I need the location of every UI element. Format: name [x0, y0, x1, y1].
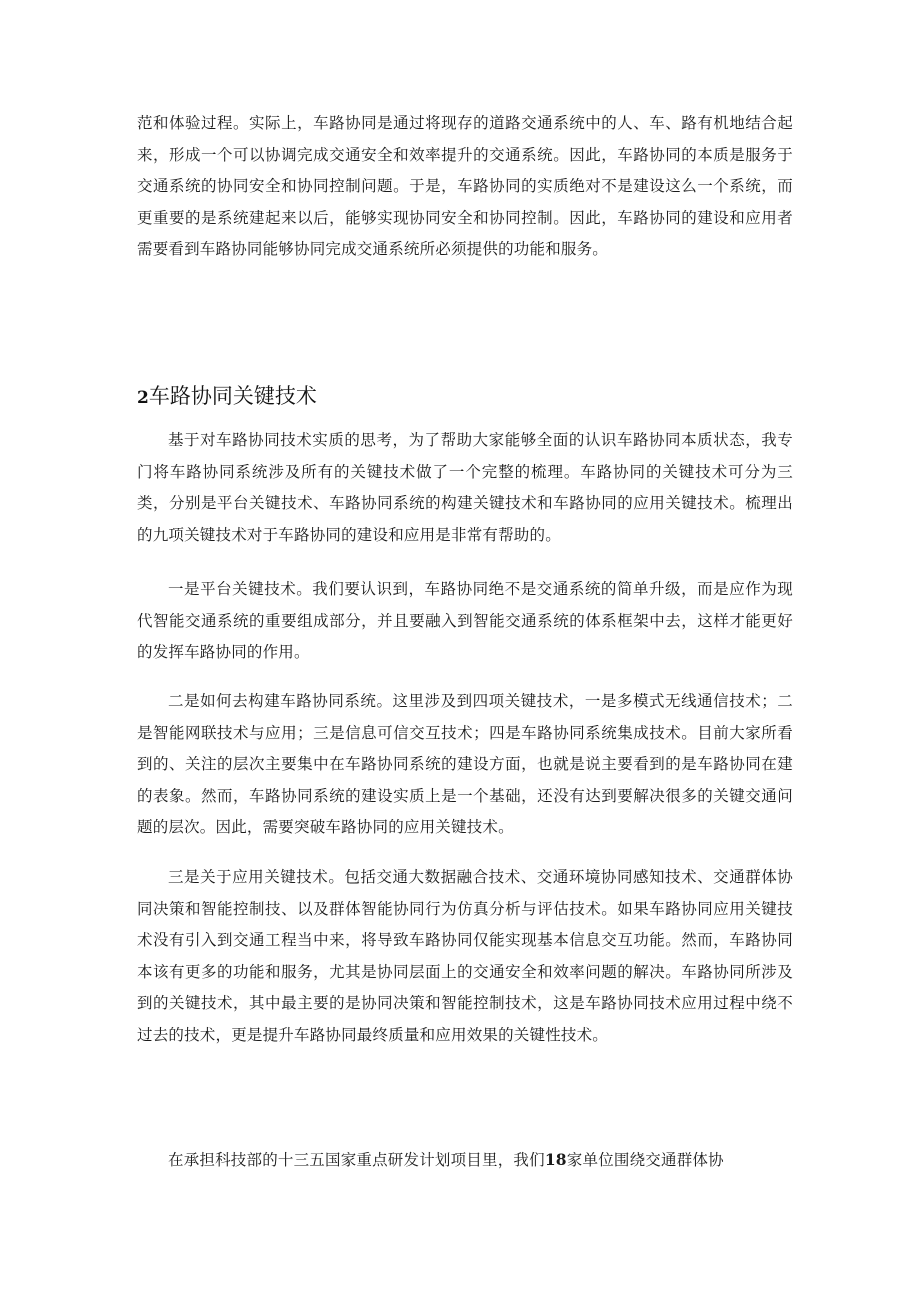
section-number: 2: [137, 388, 149, 408]
paragraph-application-tech: 三是关于应用关键技术。包括交通大数据融合技术、交通环境协同感知技术、交通群体协同决策和智能控制技、以及群体智能协同行为仿真分析与评估技术。如果车路协同应用关键技术没有引入到交通工程当中来，将导致车路协同仅能实现基本信息交互功能。然而，车路协同本该有更多的功能和服务，尤其是协同层面上的交通安全和效率问题的解决。车路协同所涉及到的关键技术，其中最主要的是协同决策和智能控制技术，这是车路协同技术应用过程中绕不过去的技术，更是提升车路协同最终质量和应用效果的关键性技术。: [137, 868, 793, 1044]
paragraph-overview: 基于对车路协同技术实质的思考，为了帮助大家能够全面的认识车路协同本质状态，我专门将车路协同系统涉及所有的关键技术做了一个完整的梳理。车路协同的关键技术可分为三类，分别是平台关键技术、车路协同系统的构建关键技术和车路协同的应用关键技术。梳理出的九项关键技术对于车路协同的建设和应用是非常有帮助的。: [137, 431, 793, 544]
section-heading: [137, 381, 793, 413]
section-title: 车路协同关键技术: [148, 384, 317, 408]
paragraph-project: [137, 1144, 793, 1177]
unit-count: 18: [544, 1150, 567, 1169]
project-text-before: 在承担科技部的十三五国家重点研发计划项目里，我们: [168, 1151, 545, 1169]
project-text-after: 家单位围绕交通群体协: [566, 1151, 724, 1169]
paragraph-platform-tech: 一是平台关键技术。我们要认识到，车路协同绝不是交通系统的简单升级，而是应作为现代智能交通系统的重要组成部分，并且要融入到智能交通系统的体系框架中去，这样才能更好的发挥车路协同的作用。: [137, 580, 793, 661]
paragraph-system-build-tech: 二是如何去构建车路协同系统。这里涉及到四项关键技术，一是多模式无线通信技术；二是智能网联技术与应用；三是信息可信交互技术；四是车路协同系统集成技术。目前大家所看到的、关注的层次主要集中在车路协同系统的建设方面，也就是说主要看到的是车路协同在建的表象。然而，车路协同系统的建设实质上是一个基础，还没有达到要解决很多的关键交通问题的层次。因此，需要突破车路协同的应用关键技术。: [137, 692, 793, 836]
intro-paragraph: 范和体验过程。实际上，车路协同是通过将现存的道路交通系统中的人、车、路有机地结合起来，形成一个可以协调完成交通安全和效率提升的交通系统。因此，车路协同的本质是服务于交通系统的协同安全和协同控制问题。于是，车路协同的实质绝对不是建设这么一个系统，而更重要的是系统建起来以后，能够实现协同安全和协同控制。因此，车路协同的建设和应用者需要看到车路协同能够协同完成交通系统所必须提供的功能和服务。: [137, 114, 793, 258]
